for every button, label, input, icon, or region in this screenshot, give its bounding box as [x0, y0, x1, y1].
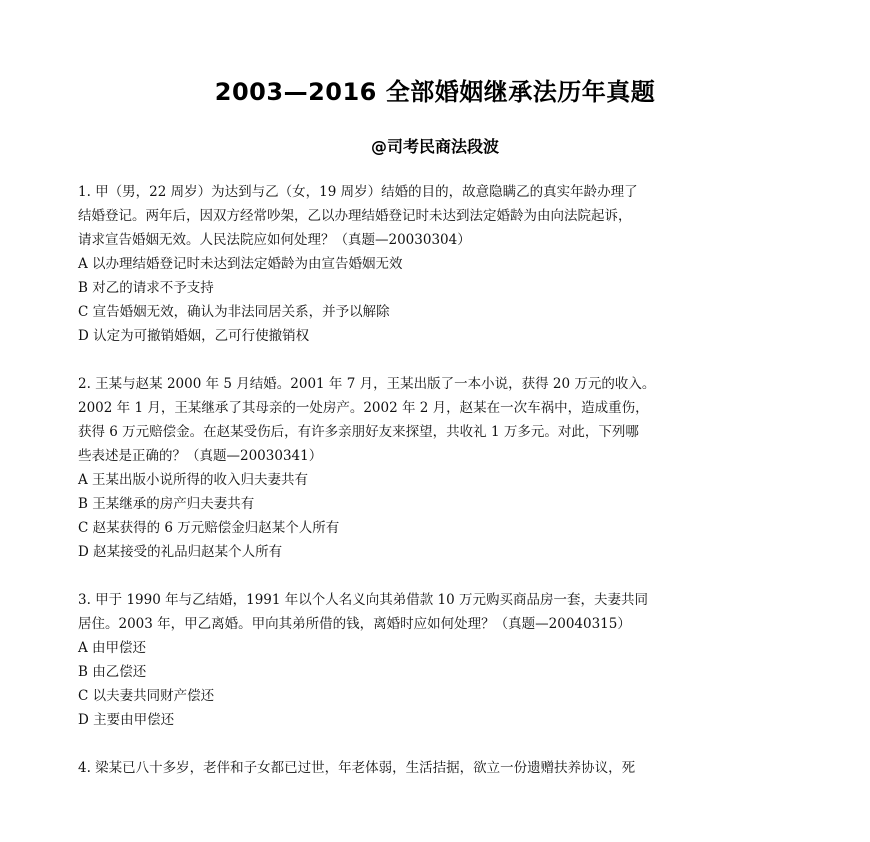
question-text-line: 些表述是正确的？（真题—20030341） [78, 448, 323, 464]
option-a: A 王某出版小说所得的收入归夫妻共有 [78, 472, 309, 488]
question-3 [78, 588, 798, 732]
option-b: B 由乙偿还 [78, 664, 147, 680]
option-b: B 对乙的请求不予支持 [78, 280, 214, 296]
question-text-line: 获得 6 万元赔偿金。在赵某受伤后，有许多亲朋好友来探望，共收礼 1 万多元。对此，下列哪 [78, 424, 639, 440]
question-text-line: 4. 梁某已八十多岁，老伴和子女都已过世，年老体弱，生活拮据，欲立一份遗赠扶养协议，死 [78, 760, 636, 776]
question-text-line: 2. 王某与赵某 2000 年 5 月结婚。2001 年 7 月，王某出版了一本小说，获得 20 万元的收入。 [78, 376, 656, 392]
option-a: A 以办理结婚登记时未达到法定婚龄为由宣告婚姻无效 [78, 256, 403, 272]
option-d: D 赵某接受的礼品归赵某个人所有 [78, 544, 283, 560]
question-text-line: 请求宣告婚姻无效。人民法院应如何处理？（真题—20030304） [78, 232, 471, 248]
option-c: C 赵某获得的 6 万元赔偿金归赵某个人所有 [78, 520, 340, 536]
question-list [78, 180, 798, 804]
question-2 [78, 372, 798, 564]
question-text-line: 2002 年 1 月，王某继承了其母亲的一处房产。2002 年 2 月，赵某在一次车祸中，造成重伤， [78, 400, 649, 416]
question-text-line: 3. 甲于 1990 年与乙结婚，1991 年以个人名义向其弟借款 10 万元购买商品房一套，夫妻共同 [78, 592, 649, 608]
question-1 [78, 180, 798, 348]
question-text-line: 1. 甲（男，22 周岁）为达到与乙（女，19 周岁）结婚的目的，故意隐瞒乙的真实年龄办理了 [78, 184, 638, 200]
option-d: D 主要由甲偿还 [78, 712, 175, 728]
option-c: C 宣告婚姻无效，确认为非法同居关系，并予以解除 [78, 304, 390, 320]
option-c: C 以夫妻共同财产偿还 [78, 688, 215, 704]
document-title: 2003—2016 全部婚姻继承法历年真题 [214, 78, 656, 106]
option-a: A 由甲偿还 [78, 640, 147, 656]
option-d: D 认定为可撤销婚姻，乙可行使撤销权 [78, 328, 310, 344]
document-subtitle: @司考民商法段波 [370, 137, 499, 156]
question-text-line: 居住。2003 年，甲乙离婚。甲向其弟所借的钱，离婚时应如何处理？（真题—20040315） [78, 616, 631, 632]
option-b: B 王某继承的房产归夫妻共有 [78, 496, 255, 512]
question-4 [78, 756, 798, 780]
question-text-line: 结婚登记。两年后，因双方经常吵架，乙以办理结婚登记时未达到法定婚龄为由向法院起诉， [78, 208, 632, 224]
